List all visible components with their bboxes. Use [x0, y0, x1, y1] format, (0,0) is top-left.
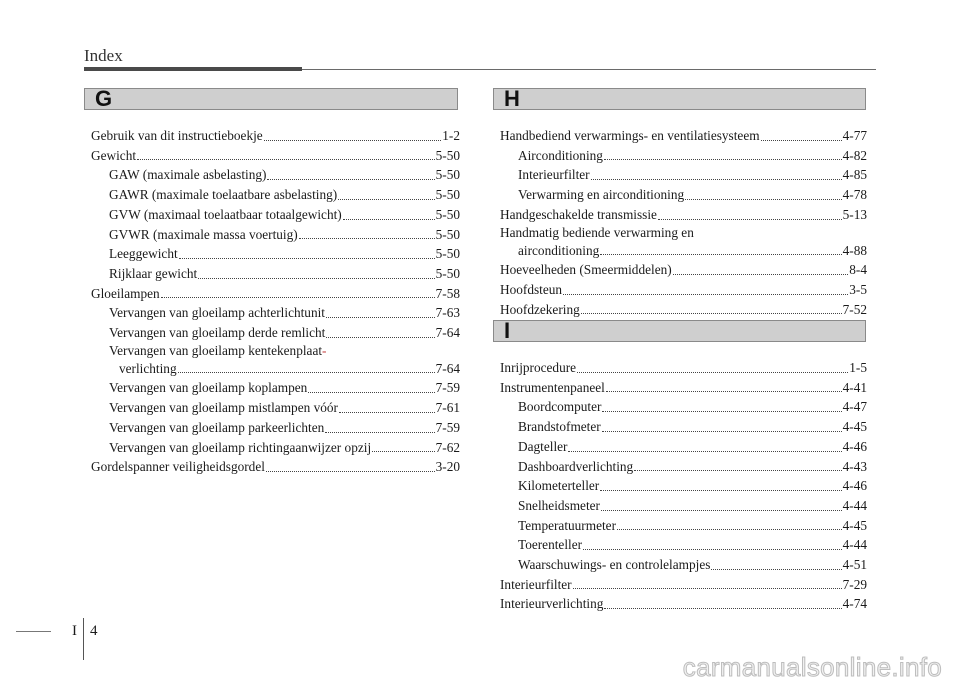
index-subentry[interactable] [500, 516, 867, 536]
entry-page: 4-44 [842, 497, 867, 513]
leader-dots [658, 218, 842, 220]
entry-label: Handmatig bediende verwarming en [500, 224, 694, 240]
entry-label: Waarschuwings- en controlelampjes [518, 557, 711, 573]
entry-page: 4-78 [842, 187, 867, 203]
index-entry[interactable] [500, 378, 867, 398]
entry-page: 5-13 [842, 206, 867, 222]
entry-label: GAWR (maximale toelaatbare asbelasting) [109, 187, 338, 203]
index-column-g [91, 126, 460, 477]
entry-page: 5-50 [435, 147, 460, 163]
index-subentry[interactable] [500, 457, 867, 477]
entry-label: Rijklaar gewicht [109, 265, 198, 281]
entry-label: Dashboardverlichting [518, 458, 634, 474]
leader-dots [673, 273, 849, 275]
entry-page: 7-58 [435, 285, 460, 301]
leader-dots [606, 390, 842, 392]
leader-dots [326, 316, 435, 318]
index-subentry[interactable] [500, 476, 867, 496]
footer-chapter: I [72, 623, 77, 639]
index-subentry[interactable] [91, 225, 460, 245]
entry-page: 5-50 [435, 167, 460, 183]
entry-page: 4-44 [842, 537, 867, 553]
entry-page: 1-5 [849, 360, 867, 375]
entry-page: 7-61 [435, 400, 460, 416]
leader-dots [266, 470, 435, 472]
entry-page: 4-77 [842, 128, 867, 143]
entry-label: Vervangen van gloeilamp richtingaanwijzer opzij [109, 439, 372, 455]
entry-page: 7-29 [842, 576, 867, 592]
leader-dots [600, 253, 841, 255]
leader-dots [583, 548, 842, 550]
index-subentry[interactable] [500, 496, 867, 516]
index-subentry[interactable] [91, 264, 460, 284]
leader-dots [343, 218, 435, 220]
entry-label: Hoeveelheden (Smeermiddelen) [500, 262, 672, 278]
leader-dots [325, 431, 434, 433]
entry-label: Temperatuurmeter [518, 517, 617, 533]
leader-dots [198, 277, 434, 279]
index-entry[interactable] [91, 284, 460, 304]
index-entry[interactable] [91, 126, 460, 146]
index-subentry[interactable] [91, 343, 460, 359]
entry-page: 3-5 [849, 281, 867, 297]
index-subentry[interactable] [500, 535, 867, 555]
entry-page: 5-50 [435, 206, 460, 222]
leader-dots [600, 489, 841, 491]
entry-page: 4-85 [842, 167, 867, 183]
index-subentry[interactable] [500, 437, 867, 457]
entry-page: 5-50 [435, 187, 460, 203]
index-entry[interactable] [500, 594, 867, 614]
entry-page: 4-74 [842, 596, 867, 612]
index-subentry[interactable] [500, 165, 867, 185]
leader-dots [338, 198, 434, 200]
entry-page: 7-63 [435, 305, 460, 321]
index-subentry[interactable] [91, 438, 460, 458]
footer-hline [16, 631, 51, 632]
index-entry[interactable] [500, 280, 867, 300]
entry-label: Gordelspanner veiligheidsgordel [91, 459, 265, 475]
entry-label: Gloeilampen [91, 285, 160, 301]
entry-label: Hoofdzekering [500, 301, 580, 317]
leader-dots [761, 139, 842, 141]
index-entry-continuation[interactable] [500, 241, 867, 261]
entry-page: 4-46 [842, 438, 867, 454]
entry-label: Instrumentenpaneel [500, 379, 605, 395]
entry-label: Vervangen van gloeilamp derde remlicht [109, 325, 326, 341]
leader-dots [602, 430, 842, 432]
index-entry[interactable] [500, 300, 867, 320]
entry-label: Dagteller [518, 438, 568, 454]
leader-dots [577, 371, 848, 373]
entry-label: Interieurverlichting [500, 596, 604, 612]
entry-page: 7-64 [435, 325, 460, 341]
index-subentry[interactable] [500, 185, 867, 205]
entry-label: Vervangen van gloeilamp mistlampen vóór [109, 400, 338, 416]
watermark: carmanualsonline.info [682, 652, 942, 682]
leader-dots [711, 568, 841, 570]
index-subentry[interactable] [91, 185, 460, 205]
index-column-h [500, 126, 867, 319]
leader-dots [308, 391, 434, 393]
header-rule-thin [302, 69, 876, 70]
entry-label: Gebruik van dit instructieboekje [91, 128, 263, 143]
leader-dots [178, 371, 435, 373]
index-entry[interactable] [500, 575, 867, 595]
index-entry[interactable] [500, 260, 867, 280]
entry-label: Vervangen van gloeilamp achterlichtunit [109, 305, 325, 321]
entry-label: Handbediend verwarmings- en ventilatiesysteem [500, 128, 760, 143]
leader-dots [602, 410, 841, 412]
hyphen-mark: - [322, 342, 327, 358]
leader-dots [581, 312, 842, 314]
entry-page: 4-46 [842, 478, 867, 494]
entry-page: 3-20 [435, 459, 460, 475]
leader-dots [604, 607, 841, 609]
section-bar-i [493, 320, 866, 342]
index-entry[interactable] [500, 225, 867, 241]
entry-label: Gewicht [91, 147, 137, 163]
section-letter-g: G [95, 86, 113, 111]
entry-page: 4-43 [842, 458, 867, 474]
index-subentry[interactable] [91, 323, 460, 343]
index-subentry[interactable] [91, 205, 460, 225]
entry-page: 4-45 [842, 517, 867, 533]
index-subentry[interactable] [500, 555, 867, 575]
index-subentry[interactable] [91, 303, 460, 323]
entry-page: 7-52 [842, 301, 867, 317]
entry-page: 7-62 [435, 439, 460, 455]
index-subentry[interactable] [91, 398, 460, 418]
index-subentry[interactable] [91, 244, 460, 264]
section-letter-i: I [504, 318, 511, 343]
footer-page-number: 4 [90, 623, 98, 639]
entry-label: Hoofdsteun [500, 281, 563, 297]
index-entry[interactable] [91, 146, 460, 166]
leader-dots [601, 509, 842, 511]
entry-label: Inrijprocedure [500, 360, 577, 375]
entry-page: 4-88 [842, 242, 867, 258]
leader-dots [264, 139, 442, 141]
entry-page: 5-50 [435, 265, 460, 281]
section-bar-g [84, 88, 458, 110]
index-subentry[interactable] [500, 146, 867, 166]
entry-page: 8-4 [849, 262, 867, 278]
leader-dots [372, 450, 434, 452]
index-entry[interactable] [500, 205, 867, 225]
entry-label: Toerenteller [518, 537, 583, 553]
section-letter-h: H [504, 86, 520, 111]
index-entry[interactable] [91, 457, 460, 477]
leader-dots [604, 158, 842, 160]
index-subentry-continuation[interactable] [91, 359, 460, 379]
entry-label: Handgeschakelde transmissie [500, 206, 657, 222]
page-header-title: Index [84, 46, 123, 65]
leader-dots [179, 257, 435, 259]
section-bar-h [493, 88, 866, 110]
index-entry[interactable] [500, 358, 867, 378]
entry-label: Kilometerteller [518, 478, 600, 494]
leader-dots [568, 450, 841, 452]
entry-page: 4-51 [842, 557, 867, 573]
entry-page: 7-59 [435, 419, 460, 435]
leader-dots [634, 469, 841, 471]
entry-page: 7-59 [435, 380, 460, 396]
entry-label: GVW (maximaal toelaatbaar totaalgewicht) [109, 206, 342, 222]
footer-vline [83, 618, 84, 660]
index-column-i [500, 358, 867, 614]
entry-label: Brandstofmeter [518, 419, 601, 435]
entry-page: 5-50 [435, 226, 460, 242]
leader-dots [563, 293, 848, 295]
entry-label: Interieurfilter [518, 167, 590, 183]
index-entry[interactable] [500, 126, 867, 146]
leader-dots [339, 411, 435, 413]
entry-label: airconditioning [518, 242, 600, 258]
entry-page: 4-41 [842, 379, 867, 395]
leader-dots [326, 336, 434, 338]
entry-label: Airconditioning [518, 147, 603, 163]
entry-label: GAW (maximale asbelasting) [109, 167, 267, 183]
entry-label: Vervangen van gloeilamp koplampen [109, 380, 308, 396]
entry-label: Snelheidsmeter [518, 497, 600, 513]
index-subentry[interactable] [91, 418, 460, 438]
leader-dots [267, 178, 434, 180]
index-subentry[interactable] [500, 417, 867, 437]
leader-dots [161, 296, 435, 298]
entry-label: Vervangen van gloeilamp kentekenplaat [109, 342, 323, 358]
leader-dots [573, 587, 842, 589]
index-subentry[interactable] [91, 378, 460, 398]
entry-label: GVWR (maximale massa voertuig) [109, 226, 298, 242]
leader-dots [591, 178, 842, 180]
entry-label: Verwarming en airconditioning [518, 187, 685, 203]
entry-page: 7-64 [435, 360, 460, 376]
index-subentry[interactable] [500, 397, 867, 417]
entry-label: Vervangen van gloeilamp parkeerlichten [109, 419, 325, 435]
entry-label: Boordcomputer [518, 399, 602, 415]
leader-dots [137, 158, 435, 160]
entry-label: verlichting [119, 360, 177, 376]
entry-page: 5-50 [435, 246, 460, 262]
header-rule-thick [84, 67, 302, 71]
index-subentry[interactable] [91, 165, 460, 185]
entry-page: 1-2 [442, 128, 460, 143]
entry-label: Leeggewicht [109, 246, 178, 262]
entry-label: Interieurfilter [500, 576, 572, 592]
entry-page: 4-45 [842, 419, 867, 435]
leader-dots [617, 528, 842, 530]
leader-dots [299, 237, 435, 239]
entry-page: 4-47 [842, 399, 867, 415]
entry-page: 4-82 [842, 147, 867, 163]
leader-dots [685, 198, 841, 200]
